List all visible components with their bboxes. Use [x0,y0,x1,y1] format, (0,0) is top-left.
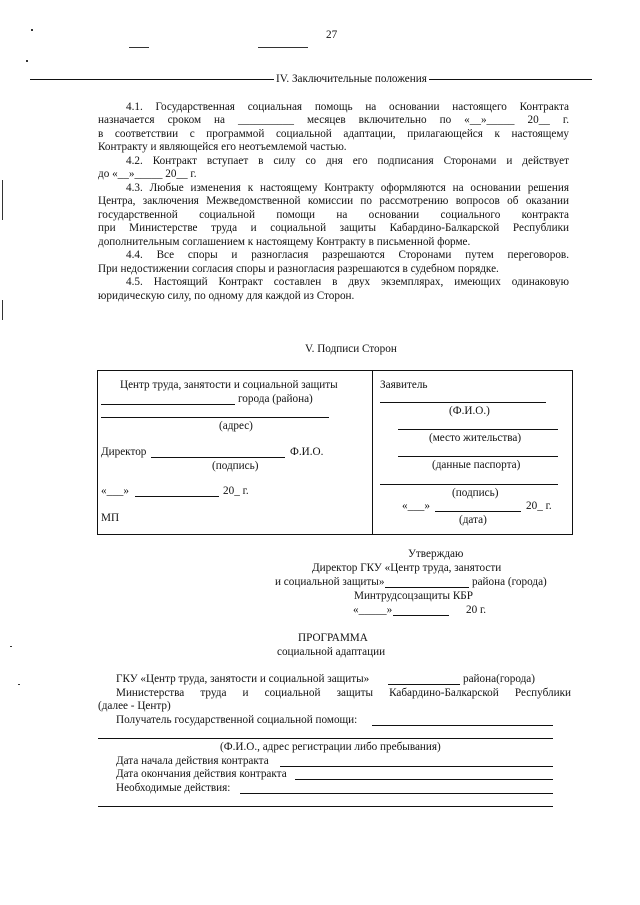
clause-4-3-line-3: государственной социальной помощи на основании социального контракта [98,209,569,221]
scan-speck [18,684,20,685]
contract-start-blank [280,766,553,767]
left-date-day: «___» [101,485,129,497]
program-gku-district-blank [388,684,460,685]
contract-end-label: Дата окончания действия контракта [116,768,287,780]
residence-label: (место жительства) [429,432,522,444]
approval-director: Директор ГКУ «Центр труда, занятости [312,562,502,574]
director-signature-blank [151,457,285,458]
program-ministry: Министерства труда и социальной защиты Кабардино-Балкарской Республики [116,687,571,699]
scan-speck [2,180,3,220]
section-5-title: V. Подписи Сторон [305,343,397,355]
scan-speck [129,47,149,48]
recipient-label: Получатель государственной социальной помощи: [116,714,358,726]
clause-4-3-line-5: дополнительным соглашением к настоящему Контракту в письменной форме. [98,236,471,248]
clause-4-2-line-2: до «__»_____ 20__ г. [98,168,197,180]
director-signature-label: (подпись) [212,460,259,472]
right-date-month-blank [435,511,521,512]
clause-4-3-line-1: 4.3. Любые изменения к настоящему Контракту оформляются на основании решения [126,182,569,194]
left-date-month-blank [135,496,219,497]
applicant-name-blank [380,402,546,403]
clause-4-3-line-2: Центра, заключения Межведомственной комиссии по рассмотрению вопросов об оказании [98,195,569,207]
scan-speck [26,60,28,62]
right-date-year: 20_ г. [526,500,552,512]
program-title: ПРОГРАММА [298,632,368,644]
clause-4-4-line-2: При недостижении согласия споры и разногласия разрешаются в судебном порядке. [98,263,499,275]
recipient-blank [372,725,553,726]
address-blank [101,417,329,418]
actions-blank-2 [98,806,553,807]
actions-label: Необходимые действия: [116,782,231,794]
director-fio-label: Ф.И.О. [290,446,324,458]
signature-table-divider [372,370,373,534]
clause-4-1-line-1: 4.1. Государственная социальная помощь на основании настоящего Контракта [126,101,569,113]
address-label: (адрес) [219,420,253,432]
stamp-label: МП [101,512,120,524]
clause-4-3-line-4: при Министерстве труда и социальной защиты Кабардино-Балкарской Республики [98,222,569,234]
director-label: Директор [101,446,147,458]
scan-speck [10,646,12,647]
applicant-label: Заявитель [380,379,428,391]
actions-blank [240,793,553,794]
clause-4-4-line-1: 4.4. Все споры и разногласия разрешаются Сторонами путем переговоров. [126,249,569,261]
clause-4-1-line-2: назначается сроком на __________ месяцев включительно по «__»_____ 20__ г. [98,114,569,126]
recipient-fio-address-label: (Ф.И.О., адрес регистрации либо пребывания) [220,741,441,753]
contract-end-blank [295,779,553,780]
approval-date-day: «_____» [353,604,393,616]
program-gku-district: района(города) [463,673,535,685]
program-subtitle: социальной адаптации [277,646,386,658]
approval-org: и социальной защиты» [275,576,385,588]
applicant-signature-label: (подпись) [452,487,499,499]
scan-speck [258,47,308,48]
program-center: (далее - Центр) [98,700,171,712]
approval-district: района (города) [472,576,547,588]
center-org-line-2: города (района) [238,393,313,405]
approval-title: Утверждаю [408,548,464,560]
left-date-year: 20_ г. [223,485,249,497]
approval-date-month-blank [393,615,449,616]
recipient-blank-full [98,738,553,739]
clause-4-2-line-1: 4.2. Контракт вступает в силу со дня его подписания Сторонами и действует [126,155,569,167]
clause-4-1-line-3: в соответствии с программой социальной адаптации, прилагающейся к настоящему [98,128,569,140]
clause-4-5-line-1: 4.5. Настоящий Контракт составлен в двух экземплярах, имеющих одинаковую [126,276,569,288]
approval-ministry: Минтрудсоцзащиты КБР [354,590,473,602]
page-number: 27 [326,29,338,41]
residence-blank [398,429,558,430]
applicant-fio-label: (Ф.И.О.) [449,405,490,417]
clause-4-5-line-2: юридическую силу, по одному для каждой из Сторон. [98,290,355,302]
scan-speck [2,300,3,320]
program-gku-label: ГКУ «Центр труда, занятости и социальной защиты» [116,673,370,685]
approval-district-blank [385,587,469,588]
applicant-signature-blank [380,484,558,485]
contract-start-label: Дата начала действия контракта [116,755,269,767]
clause-4-1-line-4: Контракту и являющейся его неотъемлемой частью. [98,141,347,153]
passport-label: (данные паспорта) [432,459,521,471]
approval-date-year: 20 г. [466,604,487,616]
right-date-label: (дата) [459,514,487,526]
passport-blank [398,456,558,457]
city-blank [101,404,235,405]
center-org-line-1: Центр труда, занятости и социальной защиты [120,379,338,391]
right-date-day: «___» [402,500,430,512]
section-4-title: IV. Заключительные положения [276,73,427,85]
scan-speck [31,29,33,31]
